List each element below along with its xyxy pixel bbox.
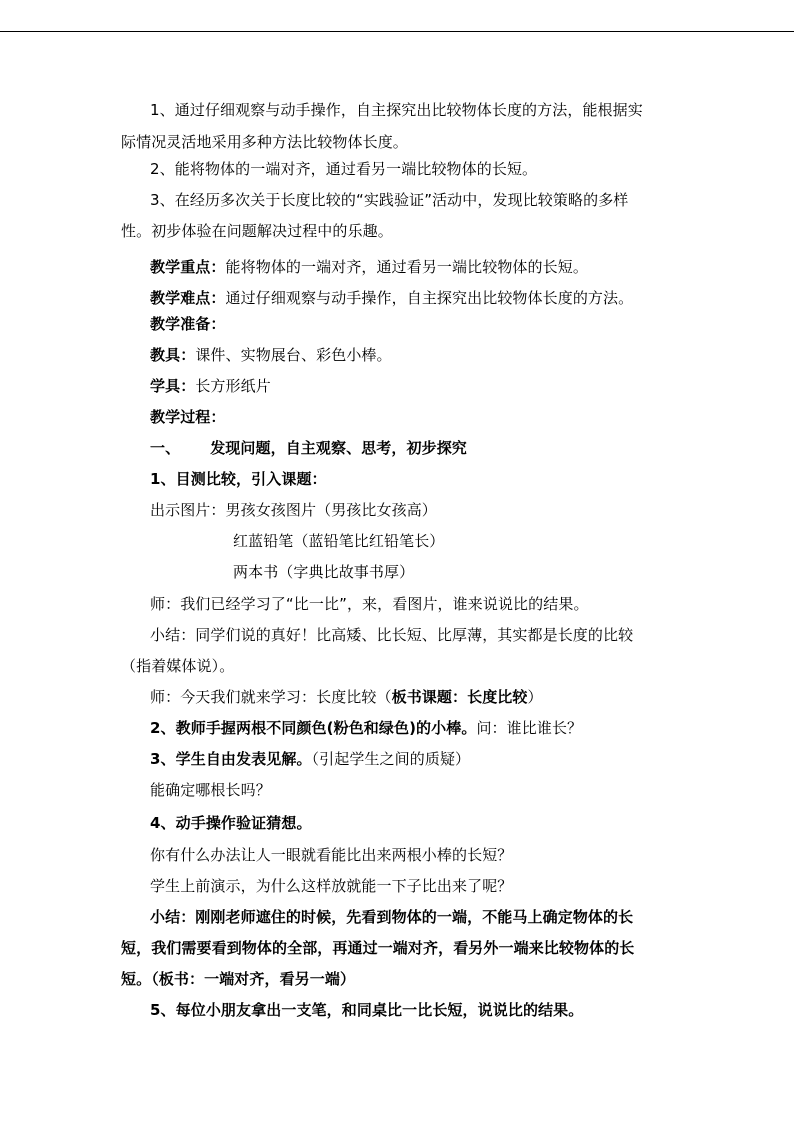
section-1-title: 发现问题，自主观察、思考，初步探究 [210, 439, 467, 457]
step-1-summary-line-1: 小结：同学们说的真好！比高矮、比长短、比厚薄，其实都是长度的比较 [150, 626, 634, 644]
step-1-item-2: 红蓝铅笔（蓝铅笔比红铅笔长） [233, 532, 445, 550]
step-2 [150, 717, 582, 739]
step-3-question: 能确定哪根长吗？ [150, 781, 271, 799]
step-1-title: 1、目测比较，引入课题： [150, 470, 327, 488]
teacher-tools-label: 教具： [150, 346, 196, 364]
step-4-title: 4、动手操作验证猜想。 [150, 814, 312, 832]
step-1-show: 出示图片：男孩女孩图片（男孩比女孩高） [150, 501, 437, 519]
step-4-summary-line-3: 短。（板书：一端对齐，看另一端） [121, 970, 356, 988]
step-1-today-post: ） [527, 688, 543, 706]
goal-3-line-2: 性。初步体验在问题解决过程中的乐趣。 [121, 222, 393, 240]
preparation-heading: 教学准备： [150, 315, 226, 333]
teacher-tools-text: 课件、实物展台、彩色小棒。 [195, 346, 392, 364]
step-4-summary-line-1: 小结：刚刚老师遮住的时候，先看到物体的一端，不能马上确定物体的长 [150, 908, 634, 926]
student-tools [150, 375, 271, 397]
step-4-summary-line-2: 短，我们需要看到物体的全部，再通过一端对齐，看另外一端来比较物体的长 [121, 939, 635, 957]
key-point [150, 256, 588, 278]
difficulty [150, 287, 633, 309]
step-1-summary-line-2: （指着媒体说）。 [121, 657, 235, 675]
step-1-teacher: 师：我们已经学习了“比一比”，来，看图片，谁来说说比的结果。 [150, 595, 589, 613]
student-tools-text: 长方形纸片 [195, 377, 271, 395]
student-tools-label: 学具： [150, 377, 196, 395]
key-point-label: 教学重点： [150, 258, 226, 276]
difficulty-text: 通过仔细观察与动手操作，自主探究出比较物体长度的方法。 [225, 289, 634, 307]
step-2-title: 2、教师手握两根不同颜色(粉色和绿色)的小棒。 [150, 719, 477, 737]
step-4-question-2: 学生上前演示，为什么这样放就能一下子比出来了呢？ [150, 877, 513, 895]
goal-1-line-1: 1、通过仔细观察与动手操作，自主探究出比较物体长度的方法，能根据实 [150, 101, 643, 119]
process-heading: 教学过程： [150, 408, 226, 426]
teacher-tools [150, 344, 392, 366]
step-3-title: 3、学生自由发表见解。 [150, 750, 312, 768]
goal-1-line-2: 际情况灵活地采用多种方法比较物体长度。 [121, 133, 408, 151]
difficulty-label: 教学难点： [150, 289, 226, 307]
goal-2: 2、能将物体的一端对齐，通过看另一端比较物体的长短。 [150, 160, 538, 178]
step-3-note: （引起学生之间的质疑） [311, 750, 471, 768]
step-1-item-3: 两本书（字典比故事书厚） [233, 563, 415, 581]
section-1-number: 一、 [150, 439, 181, 457]
step-3 [150, 748, 470, 770]
step-4-question-1: 你有什么办法让人一眼就看能比出来两根小棒的长短？ [150, 846, 513, 864]
step-1-today-board: 板书课题：长度比较 [391, 688, 528, 706]
section-1-heading [150, 437, 467, 459]
step-1-today [150, 686, 543, 708]
goal-3-line-1: 3、在经历多次关于长度比较的“实践验证”活动中，发现比较策略的多样 [150, 191, 629, 209]
step-5-title: 5、每位小朋友拿出一支笔，和同桌比一比长短，说说比的结果。 [150, 1001, 584, 1019]
step-2-question: 问：谁比谁长？ [476, 719, 583, 737]
key-point-text: 能将物体的一端对齐，通过看另一端比较物体的长短。 [225, 258, 588, 276]
step-1-today-pre: 师：今天我们就来学习：长度比较（ [150, 688, 392, 706]
